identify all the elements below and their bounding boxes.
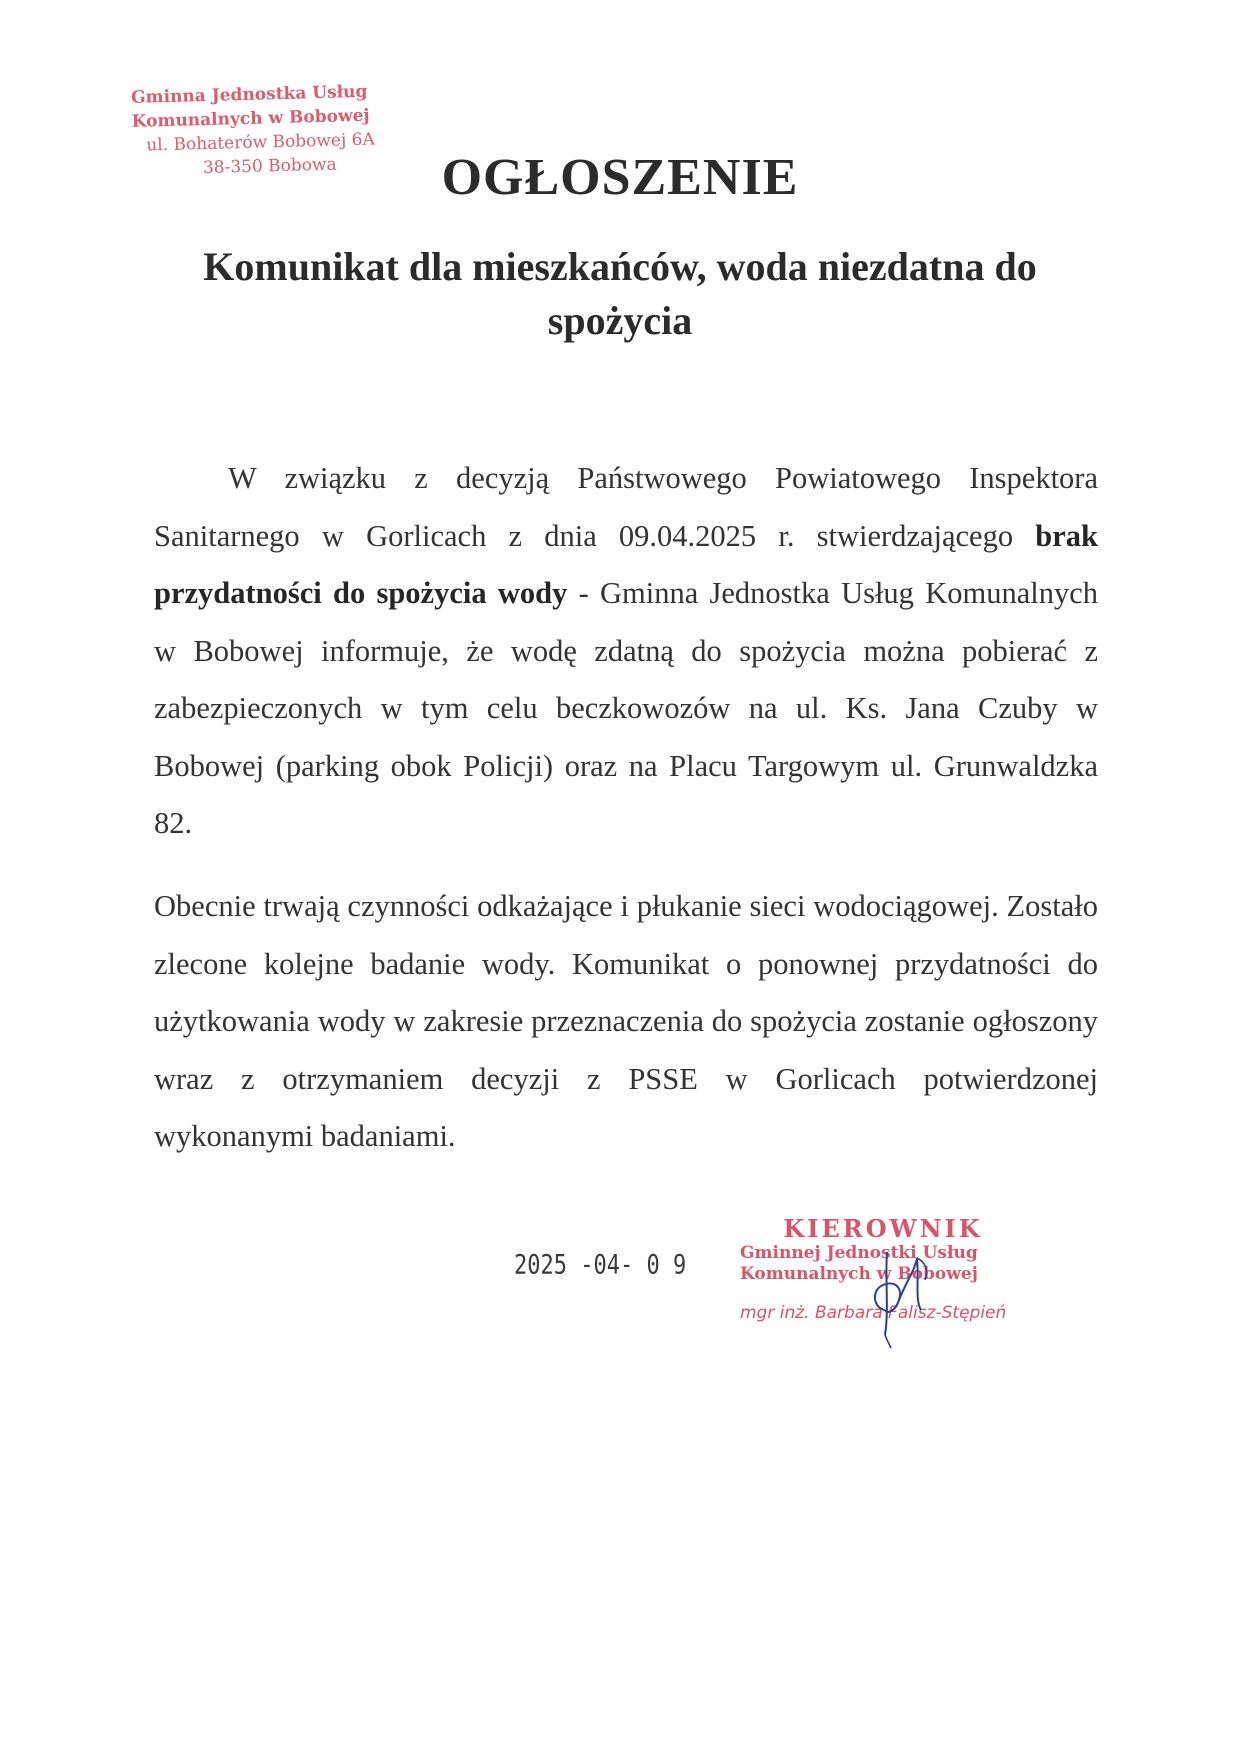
paragraph-1-bold: brak przydatności do spożycia wody	[154, 518, 1098, 610]
paragraph-1-start: W związku z decyzją Państwowego Powiatowego Inspektora Sanitarnego w Gorlicach z dnia 09.04.2025 r. stwierdzającego	[154, 461, 1098, 553]
sender-stamp-line2: Komunalnych w Bobowej	[131, 105, 370, 132]
handwritten-signature	[855, 1240, 945, 1350]
signature-stamp-org-line2: Komunalnych w Bobowej	[740, 1264, 978, 1284]
sender-stamp-line1: Gminna Jednostka Usług	[130, 81, 368, 108]
sender-stamp-line4: 38-350 Bobowa	[202, 154, 337, 179]
document-title: OGŁOSZENIE	[441, 149, 799, 206]
signature-stamp-name: mgr inż. Barbara Falisz-Stępień	[740, 1303, 1007, 1323]
paragraph-1	[154, 450, 1098, 853]
document-subtitle: Komunikat dla mieszkańców, woda niezdatna do spożycia	[203, 244, 1037, 343]
signature-stamp-title: KIEROWNIK	[783, 1214, 983, 1243]
paragraph-2: Obecnie trwają czynności odkażające i płukanie sieci wodociągowej. Zostało zlecone kolejne badanie wody. Komunikat o ponownej przydatności do użytkowania wody w zakresie przeznaczenia do spożycia zostanie ogłoszony wraz z otrzymaniem decyzji z PSSE w Gorlicach potwierdzonej wykonanymi badaniami.	[154, 889, 1098, 1153]
date-stamp: 2025 -04- 0 9	[514, 1250, 687, 1281]
paragraph-1-end: - Gminna Jednostka Usług Komunalnych w Bobowej informuje, że wodę zdatną do spożycia można pobierać z zabezpieczonych w tym celu beczkowozów na ul. Ks. Jana Czuby w Bobowej (parking obok Policji) oraz na Placu Targowym ul. Grunwaldzka 82.	[154, 576, 1098, 840]
signature-stamp-org-line1: Gminnej Jednostki Usług	[740, 1243, 978, 1263]
sender-stamp-line3: ul. Bohaterów Bobowej 6A	[146, 129, 375, 156]
